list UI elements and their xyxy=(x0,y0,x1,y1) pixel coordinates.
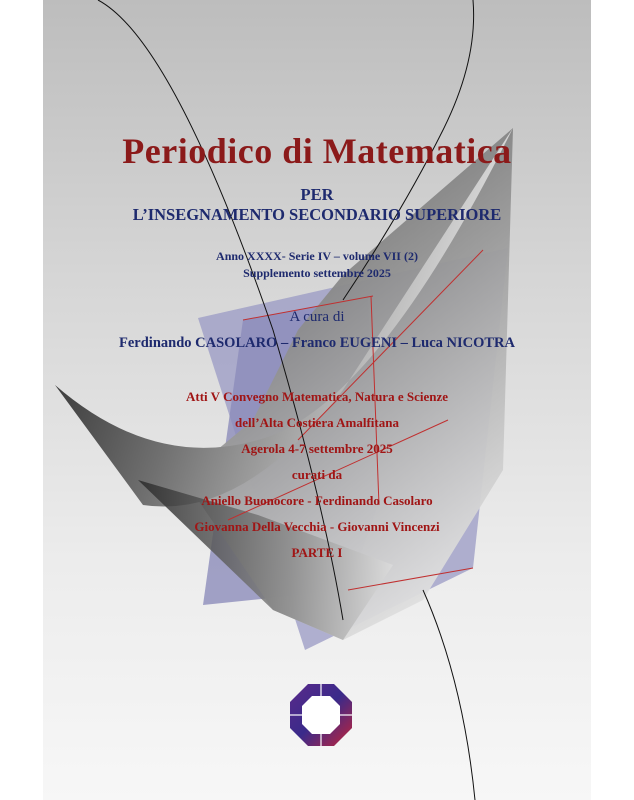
proceedings-line-7: PARTE I xyxy=(291,545,343,560)
proceedings-line-4: curati da xyxy=(291,467,343,482)
subtitle-line-1: PER xyxy=(300,185,334,204)
journal-title: Periodico di Matematica xyxy=(122,131,512,171)
proceedings-line-2: dell’Alta Costiera Amalfitana xyxy=(235,415,399,430)
edited-by-label: A cura di xyxy=(289,309,345,325)
proceedings-line-3: Agerola 4-7 settembre 2025 xyxy=(241,441,393,456)
subtitle-line-2: L’INSEGNAMENTO SECONDARIO SUPERIORE xyxy=(132,205,502,224)
proceedings-line-1: Atti V Convegno Matematica, Natura e Scienze xyxy=(186,389,448,404)
editors: Ferdinando CASOLARO – Franco EUGENI – Luca NICOTRA xyxy=(119,335,515,351)
issue-info: Anno XXXX- Serie IV – volume VII (2) xyxy=(216,249,418,263)
cover xyxy=(43,0,591,800)
proceedings-line-5: Aniello Buonocore - Ferdinando Casolaro xyxy=(201,493,433,508)
proceedings-line-6: Giovanna Della Vecchia - Giovanni Vincenzi xyxy=(194,519,440,534)
supplement-info: Supplemento settembre 2025 xyxy=(243,266,391,280)
publisher-octagon-logo-icon xyxy=(288,682,354,748)
